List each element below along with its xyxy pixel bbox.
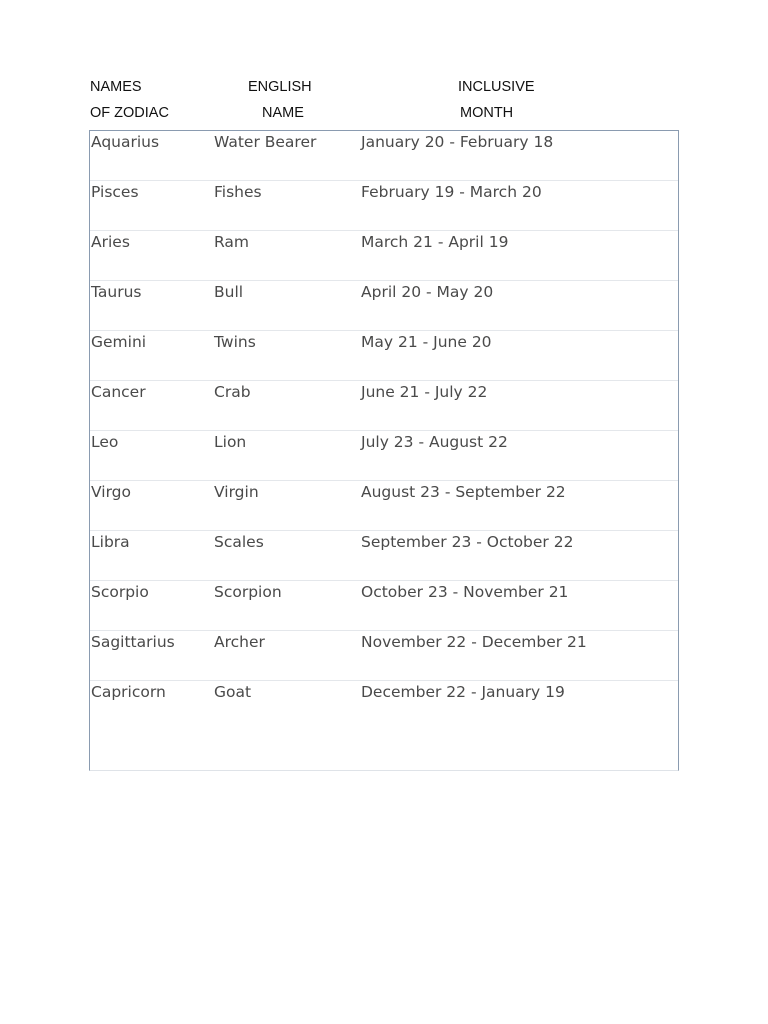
inclusive-month-cell: November 22 - December 21 bbox=[361, 633, 587, 651]
table-row bbox=[90, 631, 678, 681]
table-header bbox=[0, 0, 768, 130]
zodiac-name-cell: Virgo bbox=[91, 483, 131, 501]
table-row bbox=[90, 531, 678, 581]
inclusive-month-cell: May 21 - June 20 bbox=[361, 333, 492, 351]
header-english-line2: NAME bbox=[262, 105, 304, 121]
zodiac-name-cell: Taurus bbox=[91, 283, 142, 301]
english-name-cell: Scorpion bbox=[214, 583, 282, 601]
english-name-cell: Fishes bbox=[214, 183, 262, 201]
table-row bbox=[90, 431, 678, 481]
table-row bbox=[90, 681, 678, 771]
inclusive-month-cell: December 22 - January 19 bbox=[361, 683, 565, 701]
english-name-cell: Scales bbox=[214, 533, 264, 551]
zodiac-name-cell: Leo bbox=[91, 433, 119, 451]
header-zodiac-line2: OF ZODIAC bbox=[90, 105, 169, 121]
table-row bbox=[90, 131, 678, 181]
table-row bbox=[90, 281, 678, 331]
zodiac-name-cell: Sagittarius bbox=[91, 633, 175, 651]
zodiac-name-cell: Scorpio bbox=[91, 583, 149, 601]
english-name-cell: Archer bbox=[214, 633, 265, 651]
english-name-cell: Water Bearer bbox=[214, 133, 317, 151]
zodiac-name-cell: Cancer bbox=[91, 383, 146, 401]
inclusive-month-cell: August 23 - September 22 bbox=[361, 483, 566, 501]
english-name-cell: Virgin bbox=[214, 483, 259, 501]
table-row bbox=[90, 231, 678, 281]
inclusive-month-cell: September 23 - October 22 bbox=[361, 533, 574, 551]
zodiac-name-cell: Aquarius bbox=[91, 133, 160, 151]
zodiac-name-cell: Libra bbox=[91, 533, 130, 551]
inclusive-month-cell: April 20 - May 20 bbox=[361, 283, 494, 301]
table-row bbox=[90, 331, 678, 381]
header-zodiac-line1: NAMES bbox=[90, 79, 142, 95]
table-row bbox=[90, 481, 678, 531]
english-name-cell: Crab bbox=[214, 383, 251, 401]
english-name-cell: Ram bbox=[214, 233, 250, 251]
table-row bbox=[90, 181, 678, 231]
zodiac-table bbox=[89, 130, 679, 771]
inclusive-month-cell: January 20 - February 18 bbox=[361, 133, 554, 151]
inclusive-month-cell: July 23 - August 22 bbox=[361, 433, 508, 451]
english-name-cell: Lion bbox=[214, 433, 247, 451]
zodiac-name-cell: Capricorn bbox=[91, 683, 166, 701]
inclusive-month-cell: October 23 - November 21 bbox=[361, 583, 569, 601]
header-month-line1: INCLUSIVE bbox=[458, 79, 535, 95]
english-name-cell: Twins bbox=[214, 333, 256, 351]
english-name-cell: Bull bbox=[214, 283, 244, 301]
english-name-cell: Goat bbox=[214, 683, 252, 701]
inclusive-month-cell: June 21 - July 22 bbox=[361, 383, 488, 401]
inclusive-month-cell: March 21 - April 19 bbox=[361, 233, 509, 251]
zodiac-name-cell: Gemini bbox=[91, 333, 147, 351]
table-row bbox=[90, 381, 678, 431]
header-month-line2: MONTH bbox=[460, 105, 514, 121]
header-english-line1: ENGLISH bbox=[248, 79, 312, 95]
zodiac-name-cell: Aries bbox=[91, 233, 130, 251]
table-row bbox=[90, 581, 678, 631]
inclusive-month-cell: February 19 - March 20 bbox=[361, 183, 542, 201]
zodiac-name-cell: Pisces bbox=[91, 183, 139, 201]
